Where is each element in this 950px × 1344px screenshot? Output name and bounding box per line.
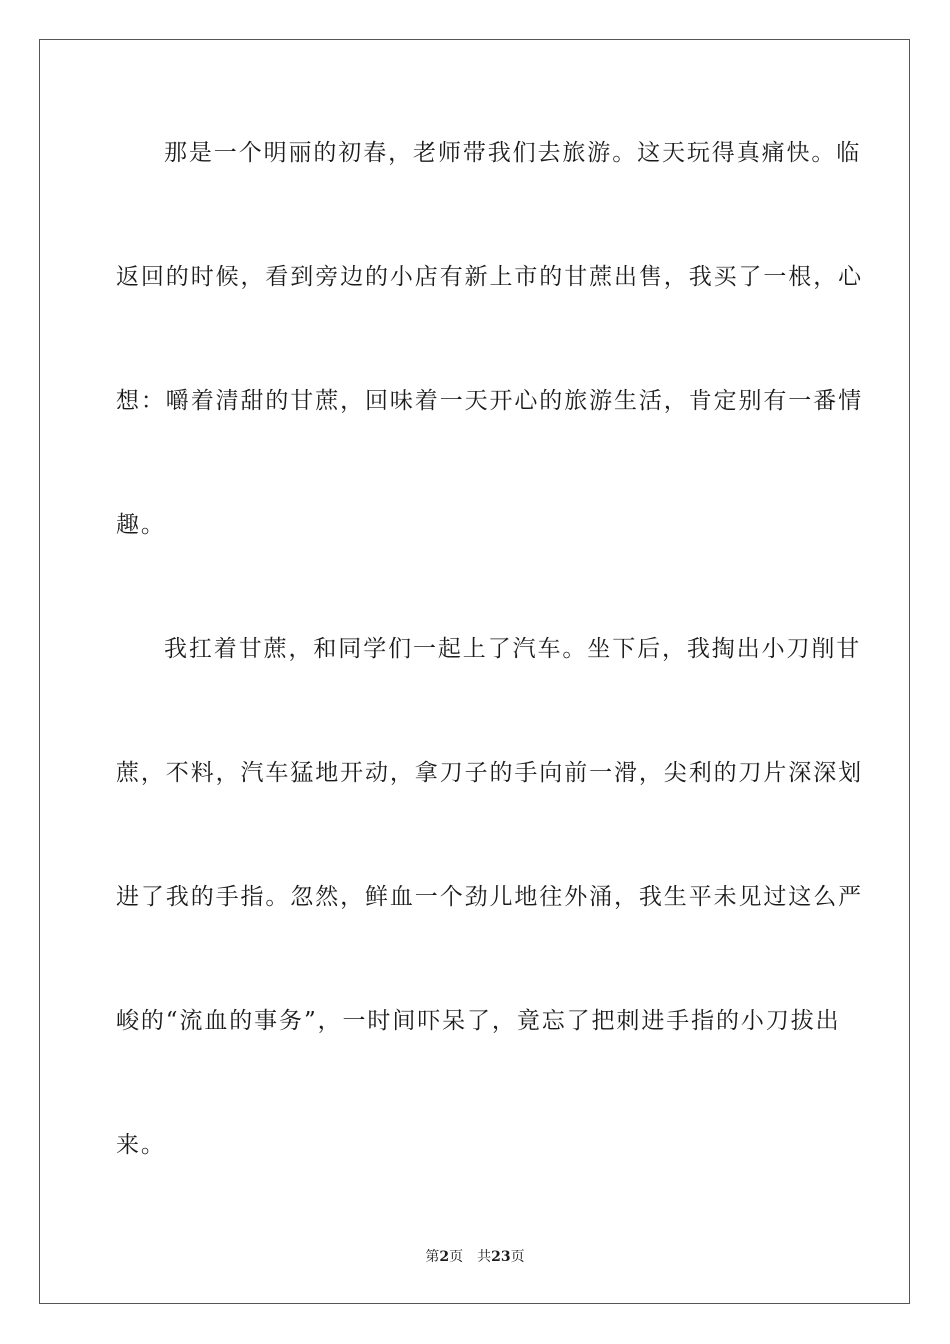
total-suffix: 页 [510,1249,525,1265]
text-line: 趣。 [116,512,166,538]
page-footer [0,1247,950,1267]
current-page-number: 2 [439,1249,450,1265]
total-pages-number: 23 [491,1249,511,1265]
text-line: 峻的“流血的事务”，一时间吓呆了，竟忘了把刺进手指的小刀拔出 [116,1008,841,1034]
text-line: 蔗，不料，汽车猛地开动，拿刀子的手向前一滑，尖利的刀片深深划 [116,760,863,786]
text-line: 返回的时候，看到旁边的小店有新上市的甘蔗出售，我买了一根，心 [116,264,863,290]
text-line: 那是一个明丽的初春，老师带我们去旅游。这天玩得真痛快。临 [164,140,862,166]
text-line: 来。 [116,1132,166,1158]
page-prefix: 第 [425,1249,440,1265]
total-prefix: 共 [477,1249,492,1265]
page-suffix: 页 [449,1249,464,1265]
text-line: 我扛着甘蔗，和同学们一起上了汽车。坐下后，我掏出小刀削甘 [164,636,862,662]
text-line: 想：嚼着清甜的甘蔗，回味着一天开心的旅游生活，肯定别有一番情 [116,388,863,414]
text-line: 进了我的手指。忽然，鲜血一个劲儿地往外涌，我生平未见过这么严 [116,884,863,910]
page-border [39,39,910,1304]
